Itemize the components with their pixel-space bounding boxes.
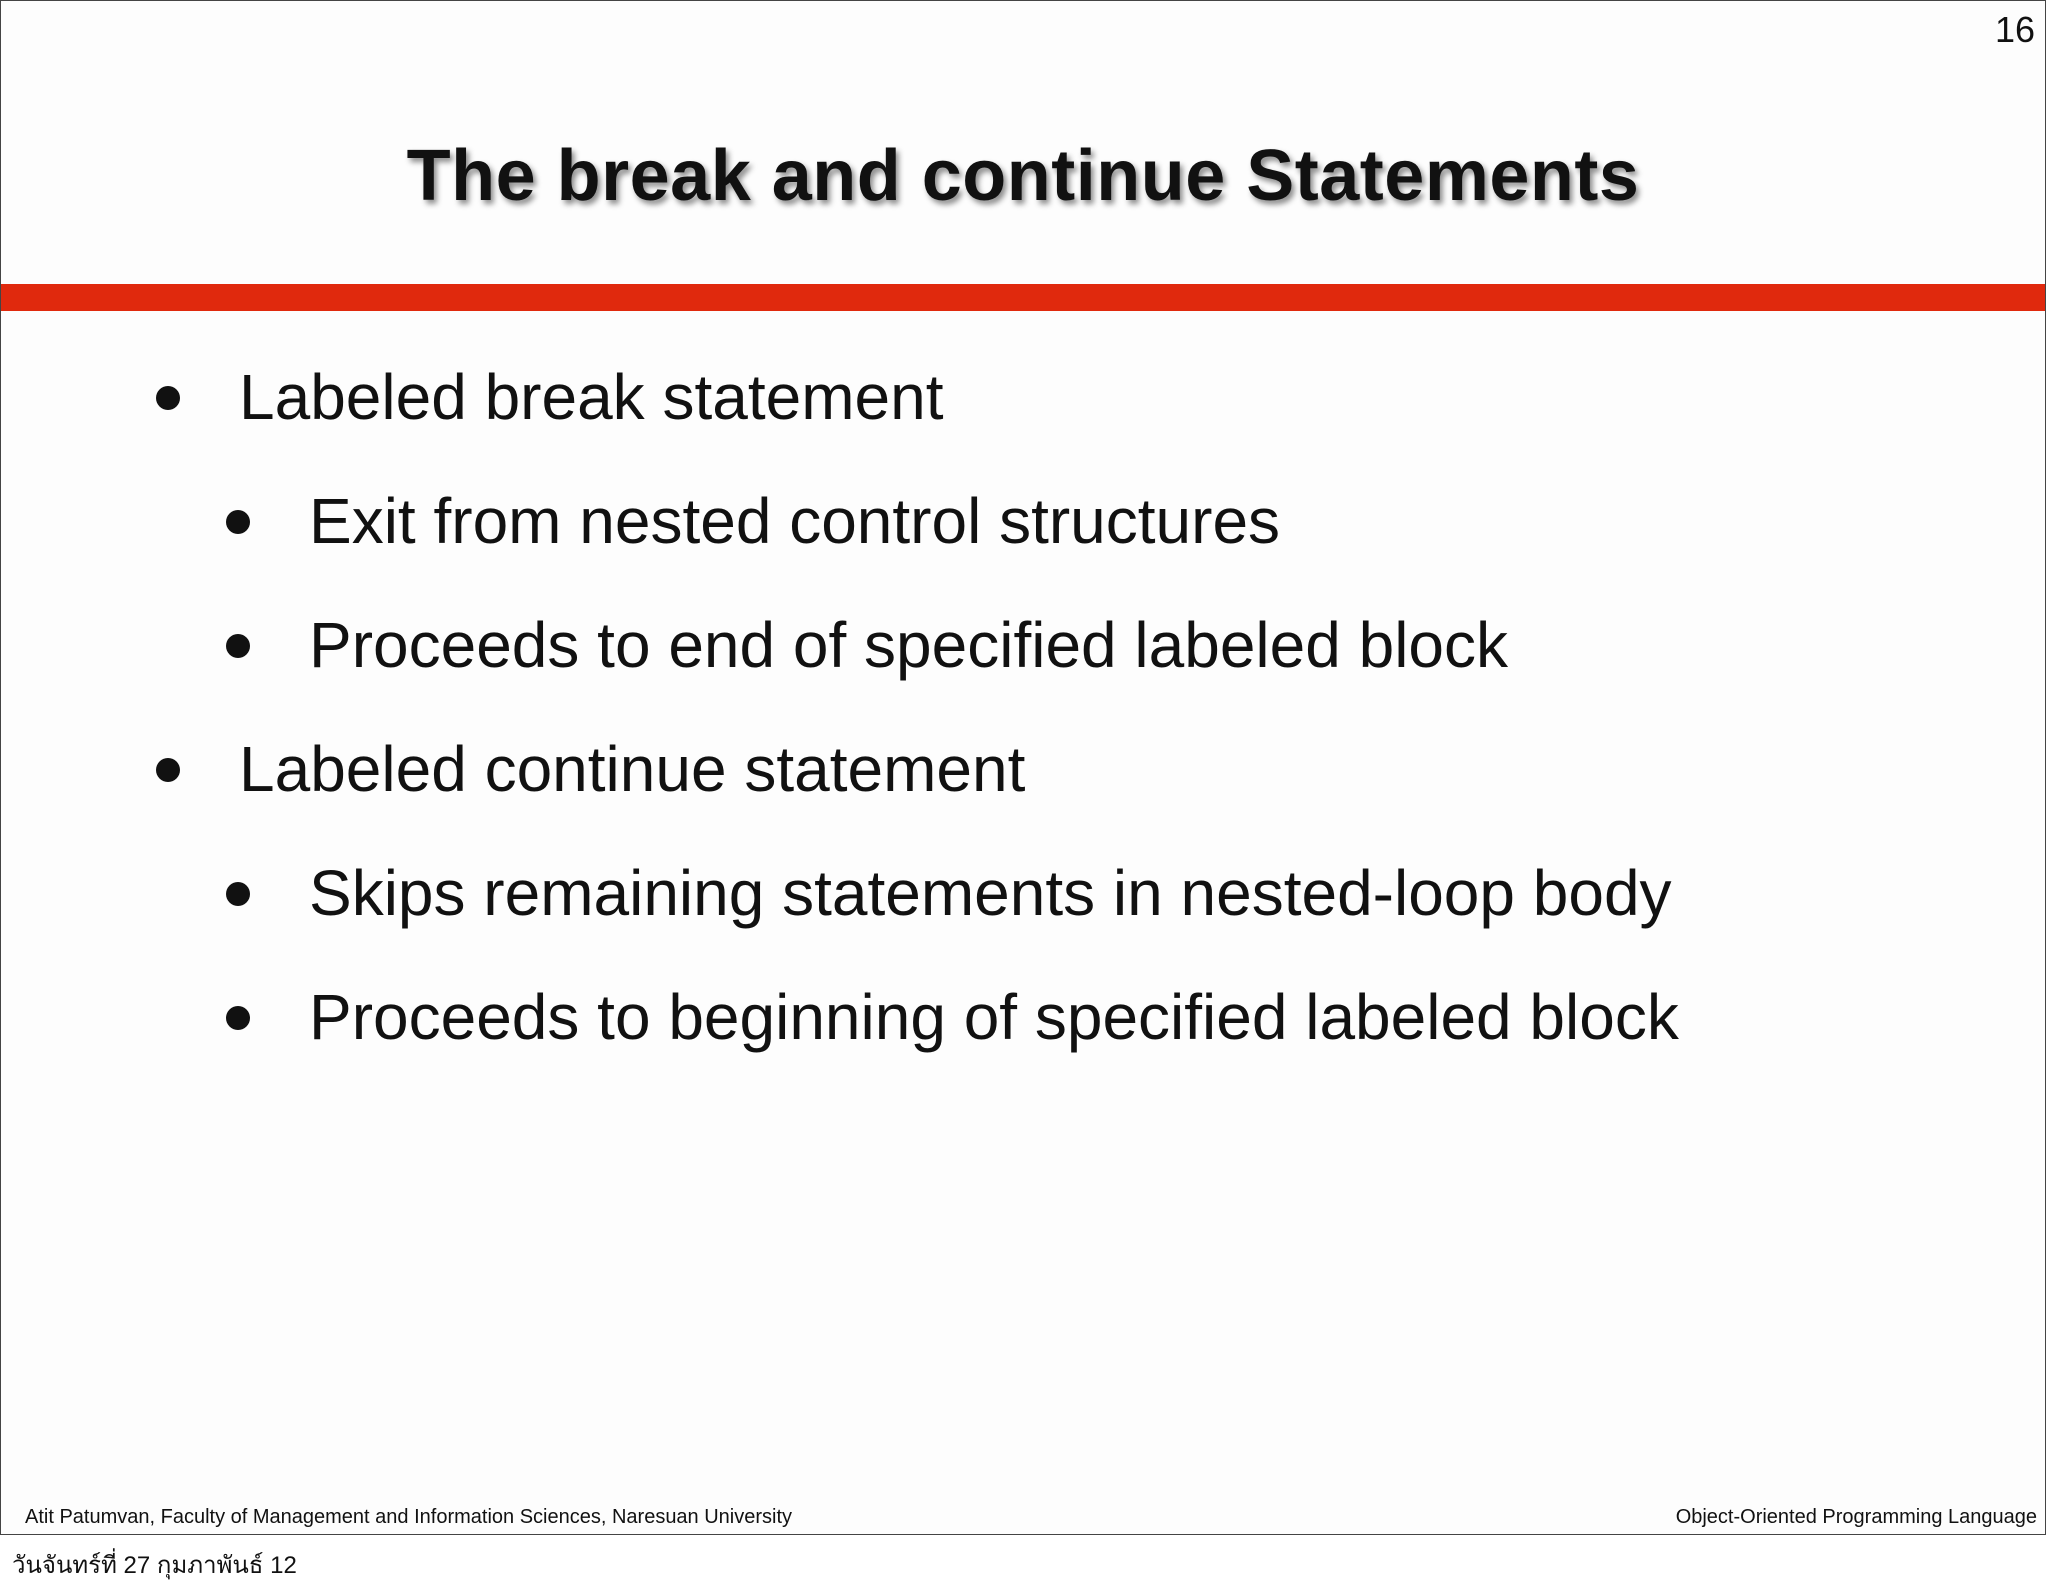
sub-bullet-text: Skips remaining statements in nested-loop body [309,857,1672,929]
bullet-item [1,353,2045,477]
bullet-text: Labeled break statement [239,361,944,433]
bullet-dot-icon [226,882,250,906]
sub-bullet-text: Exit from nested control structures [309,485,1281,557]
sub-bullet-item [1,477,2045,601]
page-number: 16 [1994,9,2035,50]
sub-bullet-item [1,973,2045,1097]
bullet-dot-icon [226,634,250,658]
bullet-dot-icon [156,758,180,782]
bullet-item [1,725,2045,849]
bullet-list [1,353,2045,1097]
sub-bullet-item [1,849,2045,973]
footer-course: Object-Oriented Programming Language [1675,1506,2037,1528]
bullet-dot-icon [156,386,180,410]
footer-author: Atit Patumvan, Faculty of Management and Information Sciences, Naresuan University [25,1506,793,1528]
date-stamp: วันจันทร์ที่ 27 กุมภาพันธ์ 12 [12,1552,297,1579]
sub-bullet-text: Proceeds to end of specified labeled block [309,609,1508,681]
slide-title: The break and continue Statements [406,136,1640,216]
bullet-text: Labeled continue statement [239,733,1026,805]
sub-bullet-item [1,601,2045,725]
accent-bar [1,284,2045,311]
bullet-dot-icon [226,510,250,534]
bullet-dot-icon [226,1006,250,1030]
sub-bullet-text: Proceeds to beginning of specified labeled block [309,981,1679,1053]
